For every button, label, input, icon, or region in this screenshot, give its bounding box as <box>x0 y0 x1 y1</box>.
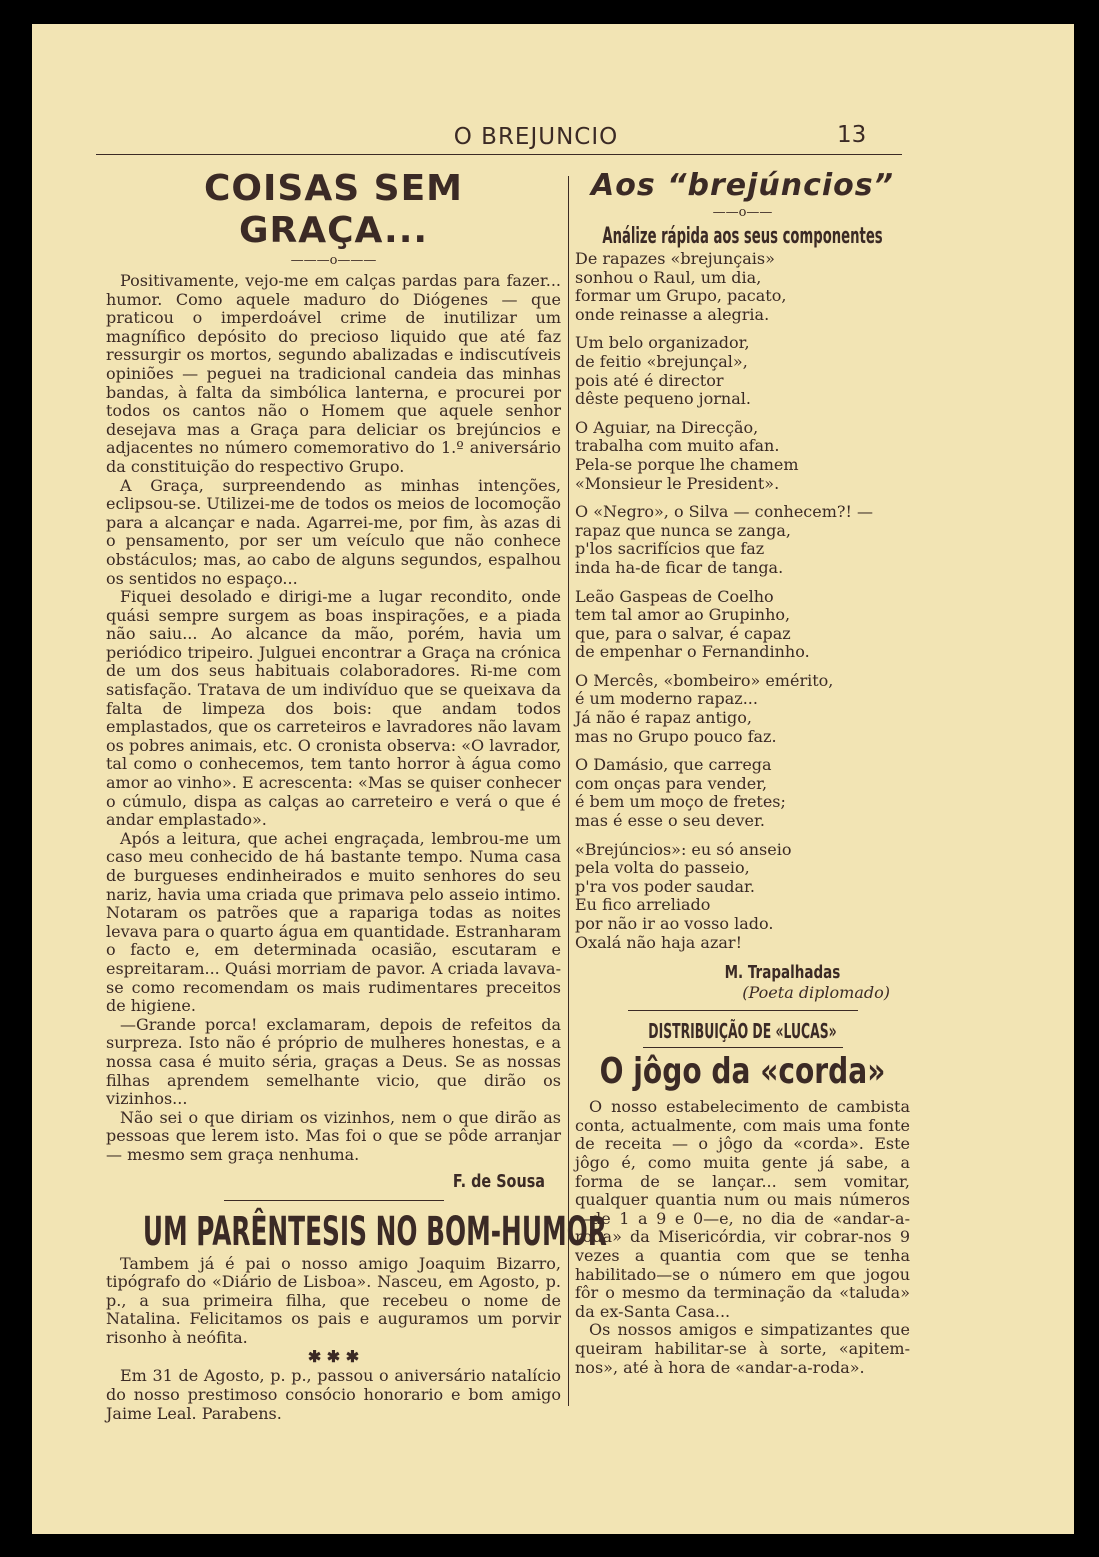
right-column <box>575 168 910 1377</box>
article-body-jogo-da-corda <box>575 1098 910 1377</box>
left-column <box>106 168 607 1423</box>
poem-line: Um belo organizador, <box>575 333 750 353</box>
poem-line: de feitio «brejunçal», <box>575 351 748 371</box>
title-separator: ——o—— <box>712 205 773 220</box>
article-body-coisas-sem-graca <box>106 272 561 1165</box>
poem-signature <box>575 962 890 1002</box>
poem-line: por não ir ao vosso lado. <box>575 914 774 933</box>
poem-line: é bem um moço de fretes; <box>575 792 786 812</box>
poem-stanza <box>575 250 910 324</box>
paragraph: Após a leitura, que achei engraçada, lembrou-me um caso meu conhecido de há bastante tempo. Numa casa de burgueses endinheirados e muito senhores do seu nariz, havia uma criada que primava pelo asseio intimo. Notaram os patrões que a rapariga todas as noites levava para o quarto água em quantidade. Estranharam o facto e, em determinada ocasião, escutaram e espreitaram... Quási morriam de pavor. A criada lavava-se como recomendam os mais rudimentares preceitos de higiene. <box>106 828 561 1016</box>
article-title-um-parentesis: UM PARÊNTESIS NO BOM-HUMOR <box>142 1208 607 1255</box>
paragraph: Fiquei desolado e dirigi-me a lugar recondito, onde quási sempre surgem as boas inspirações, e a piada não saiu... Ao alcance da mão, porém, havia um periódico tripeiro. Julguei encontrar a Graça na crónica de um dos seus habituais colaboradores. Ri-me com satisfação. Tratava de um indivíduo que se queixava da falta de limpeza dos bois: que andam todos emplastados, que os carreteiros e lavradores não lavam os pobres animais, etc. O cronista observa: «O lavrador, tal como o conhecemos, tem tanto horror à água como amor ao vinho». E acrescenta: «Mas se quiser conhecer o cúmulo, dispa as calças ao carreteiro e verá o que é andar emplastado». <box>106 587 561 830</box>
poem-line: Eu fico arreliado <box>575 895 711 915</box>
paragraph: Não sei o que diriam os vizinhos, nem o que dirão as pessoas que lerem isto. Mas foi o que se pôde arranjar — mesmo sem graça nenhuma. <box>106 1107 561 1164</box>
poem-line: Já não é rapaz antigo, <box>575 708 752 728</box>
poem-title: Aos “brejúncios” <box>591 168 894 203</box>
page-header <box>96 122 902 155</box>
poem-line: onde reinasse a alegria. <box>575 304 770 324</box>
paragraph: —Grande porca! exclamaram, depois de refeitos da surpreza. Isto não é próprio de mulheres honestas, e a nossa casa é muito séria, graças a Deus. Se as nossas filhas aprendem semelhante vicio, que dirão os vizinhos... <box>106 1014 561 1109</box>
paragraph: Os nossos amigos e simpatizantes que queiram habilitar-se à sorte, «apitem-nos», até à hora de «andar-a-roda». <box>575 1320 910 1377</box>
newspaper-title: O BREJUNCIO <box>453 124 619 150</box>
title-separator: ———o——— <box>290 253 377 268</box>
article-title-coisas-sem-graca: COISAS SEM GRAÇA... <box>203 168 463 251</box>
article-title-jogo-da-corda: O jôgo da «corda» <box>599 1051 886 1093</box>
paragraph: Positivamente, vejo-me em calças pardas para fazer... humor. Como aquele maduro do Diógenes — que praticou o imperdoável crime de inutilizar um magnífico depósito do precioso liquido que até faz ressurgir os mortos, segundo abalizadas e indiscutíveis opiniões — peguei na tradicional candeia das minhas bandas, à falta da simbólica lanterna, e procurei por todos os cantos não o Homem que aquele senhor desejava mas a Graça para deliciar os brejúncios e adjacentes no número comemorativo do 1.º aniversário da constituição do respectivo Grupo. <box>106 271 561 476</box>
article-body-um-parentesis <box>106 1255 561 1424</box>
poem-line: O Mercês, «bombeiro» emérito, <box>575 670 834 690</box>
poem-stanza <box>575 672 910 746</box>
poet-role: (Poeta diplomado) <box>742 983 890 1003</box>
poem-line: é um moderno rapaz... <box>575 689 758 709</box>
poem-line: Oxalá não haja azar! <box>575 932 742 952</box>
poem-line: inda ha-de ficar de tanga. <box>575 557 784 577</box>
poem-line: trabalha com muito afan. <box>575 436 780 456</box>
poem-subtitle: Análize rápida aos seus componentes <box>602 224 883 249</box>
poem-line: com onças para vender, <box>575 773 768 793</box>
poem-line: Pela-se porque lhe chamem <box>575 454 799 474</box>
poem-line: O Aguiar, na Direcção, <box>575 417 759 437</box>
poem-line: formar um Grupo, pacato, <box>575 286 787 306</box>
poem-stanzas <box>575 250 910 952</box>
poem-stanza <box>575 588 910 662</box>
poem-line: p'los sacrifícios que faz <box>575 539 765 559</box>
paragraph: O nosso estabelecimento de cambista conta, actualmente, com mais uma fonte de receita — o jôgo da «corda». Este jôgo é, como muita gente já sabe, a forma de se lançar... sem vomitar, qualquer quantia num ou mais números—de 1 a 9 e 0—e, no dia de «andar-a-roda» da Misericórdia, vir cobrar-nos 9 vezes a quantia com que se tenha habilitado—se o número em que jogou fôr o mesmo da terminação da «taluda» da ex-Santa Casa... <box>575 1097 910 1321</box>
section-rule <box>643 1047 843 1048</box>
paragraph: A Graça, surpreendendo as minhas intenções, eclipsou-se. Utilizei-me de todos os meios de locomoção para a alcançar e nada. Agarrei-me, por fim, às azas di o pensamento, por ser um veículo que não conhece obstáculos; mas, ao cabo de alguns segundos, espalhou os sentidos no espaço... <box>106 475 561 588</box>
poem-line: que, para o salvar, é capaz <box>575 623 791 643</box>
poem-line: mas é esse o seu dever. <box>575 811 765 831</box>
page-number: 13 <box>837 122 867 148</box>
poem-line: pela volta do passeio, <box>575 858 750 878</box>
poem-line: De rapazes «brejunçais» <box>575 249 775 268</box>
poem-line: «Brejúncios»: eu só anseio <box>575 839 792 859</box>
paragraph: Em 31 de Agosto, p. p., passou o aniversário natalício do nosso prestimoso consócio honorario e bom amigo Jaime Leal. Parabens. <box>106 1366 561 1423</box>
poem-line: pois até é director <box>575 370 724 390</box>
poem-line: sonhou o Raul, um dia, <box>575 267 762 287</box>
poem-stanza <box>575 841 910 953</box>
section-kicker: DISTRIBUIÇÃO DE «LUCAS» <box>648 1019 837 1044</box>
poem-line: dêste pequeno jornal. <box>575 389 751 409</box>
poem-line: O Damásio, que carrega <box>575 755 772 775</box>
poem-line: de empenhar o Fernandinho. <box>575 642 810 662</box>
poem-stanza <box>575 756 910 830</box>
poem-line: p'ra vos poder saudar. <box>575 876 756 896</box>
poem-stanza <box>575 503 910 577</box>
poem-stanza <box>575 419 910 493</box>
stars-separator: ✱ ✱ ✱ <box>307 1347 360 1367</box>
section-rule <box>224 1200 444 1201</box>
poem-line: «Monsieur le President». <box>575 473 780 493</box>
poet-name: M. Trapalhadas <box>724 962 840 984</box>
section-rule <box>628 1010 858 1011</box>
poem-line: O «Negro», o Silva — conhecem?! — <box>575 502 873 522</box>
author-signature: F. de Sousa <box>452 1170 545 1192</box>
poem-stanza <box>575 334 910 408</box>
poem-line: Leão Gaspeas de Coelho <box>575 586 774 606</box>
poem-line: tem tal amor ao Grupinho, <box>575 605 791 625</box>
poem-line: mas no Grupo pouco faz. <box>575 726 777 746</box>
paragraph: Tambem já é pai o nosso amigo Joaquim Bizarro, tipógrafo do «Diário de Lisboa». Nasceu, em Agosto, p. p., a sua primeira filha, que recebeu o nome de Natalina. Felicitamos os pais e auguramos um porvir risonho à neófita. <box>106 1253 561 1347</box>
poem-line: rapaz que nunca se zanga, <box>575 520 791 540</box>
